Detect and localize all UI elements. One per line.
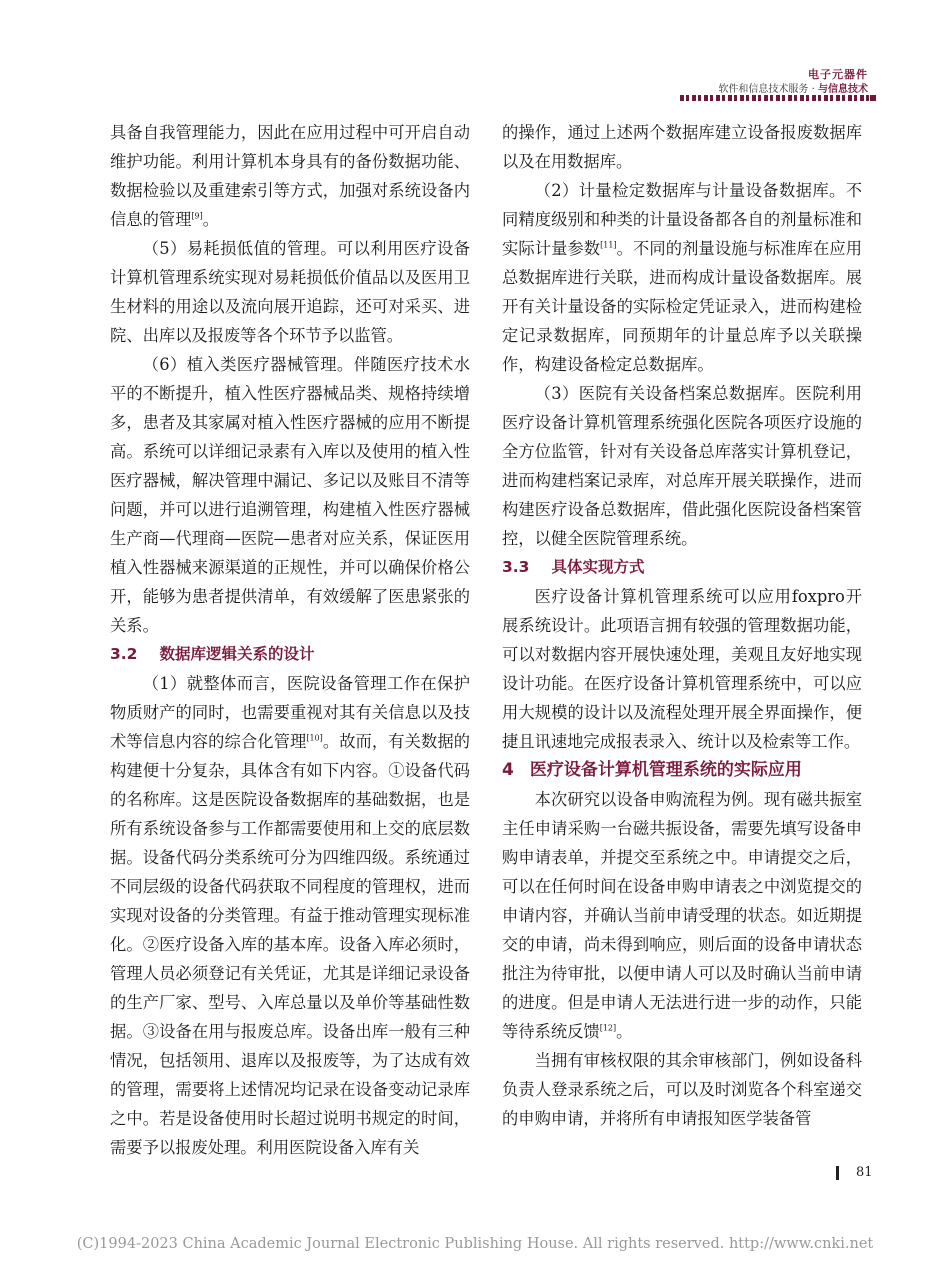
header-decoration-end	[870, 95, 876, 101]
paragraph: （2）计量检定数据库与计量设备数据库。不同精度级别和种类的计量设备都各自的剂量标准和实际计量参数[11]。不同的剂量设施与标准库在应用总数据库进行关联，进而构成计量设备数据库。展开有关计量设备的实际检定凭证录入，进而构建检定记录数据库，同预期年的计量总库予以关联操作，构建设备检定总数据库。	[502, 181, 862, 374]
paragraph: （6）植入类医疗器械管理。伴随医疗技术水平的不断提升，植入性医疗器械品类、规格持续增多，患者及其家属对植入性医疗器械的应用不断提高。系统可以详细记录素有入库以及使用的植入性医疗器械，解决管理中漏记、多记以及账目不清等问题，并可以进行追溯管理，构建植入性医疗器械生产商—代理商—医院—患者对应关系，保证医用植入性器械来源渠道的正规性，并可以确保价格公开，能够为患者提供清单，有效缓解了医患紧张的关系。	[110, 355, 470, 635]
copyright-footer: (C)1994-2023 China Academic Journal Electronic Publishing House. All rights reserved. http://www.cnki.net	[76, 1236, 874, 1252]
paragraph: （1）就整体而言，医院设备管理工作在保护物质财产的同时，也需要重视对其有关信息以及技术等信息内容的综合化管理[10]。故而，有关数据的构建便十分复杂，具体含有如下内容。①设备代码的名称库。这是医院设备数据库的基础数据，也是所有系统设备参与工作都需要使用和上交的底层数据。设备代码分类系统可分为四维四级。系统通过不同层级的设备代码获取不同程度的管理权，进而实现对设备的分类管理。有益于推动管理实现标准化。②医疗设备入库的基本库。设备入库必须时，管理人员必须登记有关凭证，尤其是详细记录设备的生产厂家、型号、入库总量以及单价等基础性数据。③设备在用与报废总库。设备出库一般有三种情况，包括领用、退库以及报废等，为了达成有效的管理，需要将上述情况均记录在设备变动记录库之中。若是设备使用时长超过说明书规定的时间，需要予以报废处理。利用医院设备入库有关	[110, 674, 470, 1157]
paragraph: 具备自我管理能力，因此在应用过程中可开启自动维护功能。利用计算机本身具有的备份数据功能、数据检验以及重建索引等方式，加强对系统设备内信息的管理[9]。	[110, 123, 470, 229]
section-separator: ·	[811, 84, 815, 95]
section-heading-3-3: 3.3 具体实现方式	[502, 558, 645, 576]
section-a: 软件和信息技术服务	[718, 84, 809, 95]
paragraph: 本次研究以设备申购流程为例。现有磁共振室主任申请采购一台磁共振设备，需要先填写设备申购申请表单，并提交至系统之中。申请提交之后，可以在任何时间在设备申购申请表之中浏览提交的申请内容，并确认当前申请受理的状态。如近期提交的申请，尚未得到响应，则后面的设备申请状态批注为待审批，以便申请人可以及时确认当前申请的进度。但是申请人无法进行进一步的动作，只能等待系统反馈[12]。	[502, 790, 862, 1041]
right-column	[502, 118, 862, 1133]
section-label	[718, 80, 868, 95]
section-heading-3-2: 3.2 数据库逻辑关系的设计	[110, 645, 315, 663]
left-column	[110, 118, 470, 1162]
section-b: 与信息技术	[818, 84, 868, 95]
citation[interactable]: [9]	[191, 211, 203, 221]
header-decoration	[680, 95, 870, 101]
journal-title: 电子元器件	[808, 68, 868, 81]
paragraph: 医疗设备计算机管理系统可以应用foxpro开展系统设计。此项语言拥有较强的管理数据功能，可以对数据内容开展快速处理，美观且友好地实现设计功能。在医疗设备计算机管理系统中，可以应用大规模的设计以及流程处理开展全界面操作，便捷且讯速地完成报表录入、统计以及检索等工作。	[502, 587, 862, 751]
citation[interactable]: [10]	[306, 733, 323, 743]
paragraph: 当拥有审核权限的其余审核部门，例如设备科负责人登录系统之后，可以及时浏览各个科室递交的申购申请，并将所有申请报知医学装备管	[502, 1051, 862, 1128]
paragraph: 的操作，通过上述两个数据库建立设备报废数据库以及在用数据库。	[502, 123, 862, 171]
paragraph: （5）易耗损低值的管理。可以利用医疗设备计算机管理系统实现对易耗损低价值品以及医用卫生材料的用途以及流向展开追踪，还可对采买、进院、出库以及报废等各个环节予以监管。	[110, 239, 470, 345]
citation[interactable]: [11]	[600, 240, 617, 250]
page-number: 81	[856, 1165, 873, 1180]
paragraph: （3）医院有关设备档案总数据库。医院利用医疗设备计算机管理系统强化医院各项医疗设施的全方位监管，针对有关设备总库落实计算机登记，进而构建档案记录库，对总库开展关联操作，进而构建医疗设备总数据库，借此强化医院设备档案管控，以健全医院管理系统。	[502, 384, 862, 548]
section-heading-4: 4 医疗设备计算机管理系统的实际应用	[502, 760, 802, 780]
citation[interactable]: [12]	[599, 1023, 617, 1033]
